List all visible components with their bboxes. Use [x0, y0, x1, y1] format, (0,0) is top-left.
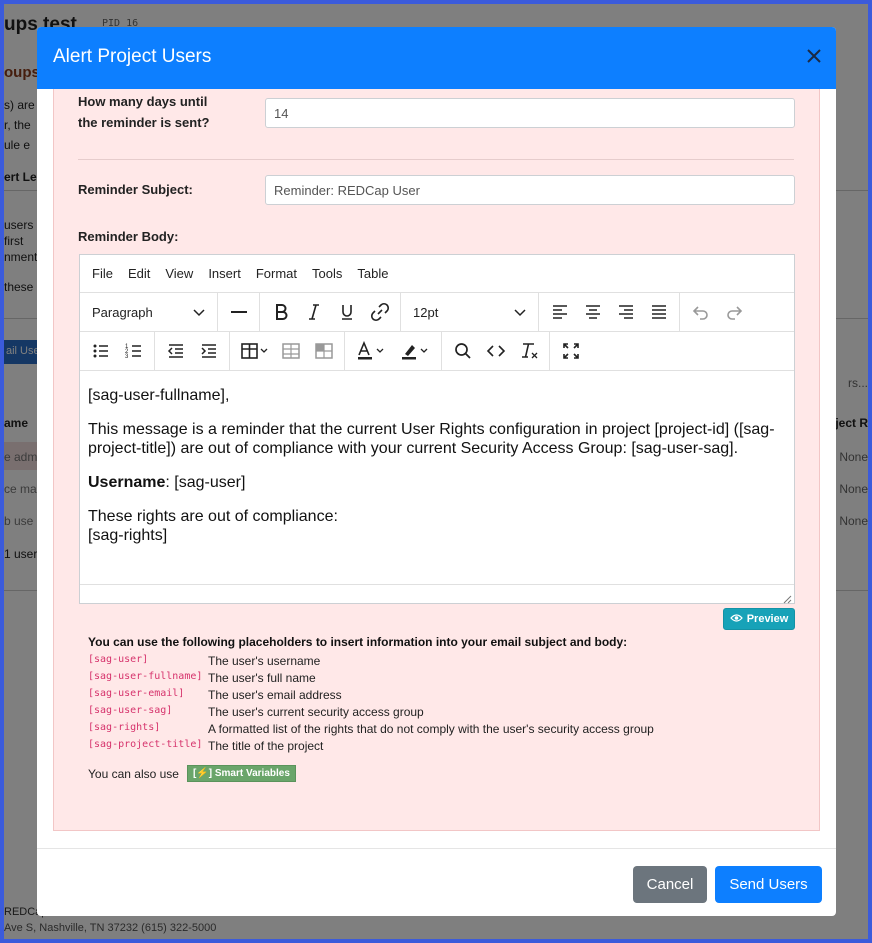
rights-line-2: [sag-rights]: [88, 527, 168, 544]
placeholder-code: [sag-project-title]: [88, 739, 203, 750]
code-icon[interactable]: [479, 336, 512, 366]
send-users-button[interactable]: Send Users: [715, 866, 822, 903]
placeholder-desc: The user's full name: [208, 671, 316, 685]
italic-icon[interactable]: [297, 297, 330, 327]
eye-icon: [730, 613, 743, 626]
placeholder-desc: The user's current security access group: [208, 705, 424, 719]
table-group: [230, 332, 345, 370]
indent-icon[interactable]: [192, 336, 225, 366]
preview-label: Preview: [746, 613, 789, 625]
resize-handle-icon[interactable]: [782, 591, 792, 601]
modal-header: [37, 27, 836, 89]
smart-variables-button[interactable]: [⚡] Smart Variables: [187, 765, 296, 782]
text-color-icon[interactable]: [349, 336, 393, 366]
placeholder-row: [88, 722, 654, 736]
redo-icon[interactable]: [717, 297, 750, 327]
list-group: [80, 332, 155, 370]
cancel-button[interactable]: Cancel: [633, 866, 707, 903]
placeholder-desc: A formatted list of the rights that do not comply with the user's security access group: [208, 722, 654, 736]
undo-icon[interactable]: [684, 297, 717, 327]
placeholder-code: [sag-user-fullname]: [88, 671, 203, 682]
font-size-dropdown[interactable]: [405, 297, 534, 327]
placeholder-code: [sag-user-sag]: [88, 705, 173, 716]
modal-footer: [37, 848, 836, 916]
editor-content[interactable]: [80, 372, 794, 585]
numbered-list-icon[interactable]: [117, 336, 150, 366]
bullet-list-icon[interactable]: [84, 336, 117, 366]
days-label: How many days until the reminder is sent?: [78, 94, 210, 130]
tools-group: [442, 332, 550, 370]
menu-table[interactable]: Table: [357, 266, 389, 281]
placeholder-row: [88, 705, 424, 719]
align-justify-icon[interactable]: [642, 297, 675, 327]
align-right-icon[interactable]: [609, 297, 642, 327]
svg-text:2: 2: [124, 349, 128, 355]
placeholder-row: [88, 739, 323, 753]
horizontal-line-icon[interactable]: [222, 297, 255, 327]
placeholder-row: [88, 671, 316, 685]
menu-tools[interactable]: Tools: [312, 266, 343, 281]
font-size-group: [401, 293, 539, 331]
bold-icon[interactable]: [264, 297, 297, 327]
fullscreen-icon[interactable]: [554, 336, 587, 366]
link-icon[interactable]: [363, 297, 396, 327]
username-value: : [sag-user]: [165, 474, 246, 491]
subject-input[interactable]: [265, 175, 795, 205]
history-group: [680, 293, 754, 331]
style-group: [260, 293, 401, 331]
editor-toolbar-2: [80, 332, 794, 371]
block-format-value: Paragraph: [92, 304, 153, 320]
indent-group: [155, 332, 230, 370]
placeholder-desc: The user's email address: [208, 688, 342, 702]
placeholder-row: [88, 654, 320, 668]
body-line-username: [88, 473, 786, 492]
table-row-icon[interactable]: [274, 336, 307, 366]
block-format-group: [80, 293, 218, 331]
also-text: You can also use: [88, 766, 179, 781]
table-icon[interactable]: [234, 336, 274, 366]
align-group: [539, 293, 680, 331]
days-input[interactable]: [265, 98, 795, 128]
highlight-color-icon[interactable]: [393, 336, 437, 366]
align-center-icon[interactable]: [576, 297, 609, 327]
modal-title: Alert Project Users: [53, 46, 212, 67]
placeholder-desc: The user's username: [208, 654, 321, 668]
body-line-message: This message is a reminder that the current User Rights configuration in project [project-id] ([sag-project-title]) are out of compliance with your current Security Access Group: [sag-user-sag].: [88, 421, 775, 457]
chevron-down-icon: [193, 305, 205, 320]
divider: [78, 159, 794, 160]
placeholder-row: [88, 688, 342, 702]
body-line-greeting: [sag-user-fullname],: [88, 387, 230, 404]
menu-view[interactable]: View: [165, 266, 194, 281]
align-left-icon[interactable]: [543, 297, 576, 327]
search-icon[interactable]: [446, 336, 479, 366]
alert-project-users-modal: [37, 27, 836, 916]
editor-toolbar-1: [80, 293, 794, 332]
browser-frame: [4, 4, 868, 939]
subject-label: Reminder Subject:: [78, 182, 193, 197]
editor-statusbar: [80, 584, 794, 603]
username-label: Username: [88, 474, 166, 491]
underline-icon[interactable]: [330, 297, 363, 327]
placeholder-code: [sag-user]: [88, 654, 149, 665]
menu-file[interactable]: File: [92, 266, 113, 281]
preview-button[interactable]: [723, 608, 795, 630]
svg-text:1: 1: [124, 344, 128, 350]
menu-edit[interactable]: Edit: [127, 266, 151, 281]
outdent-icon[interactable]: [159, 336, 192, 366]
body-line-rights: [88, 507, 786, 545]
menu-insert[interactable]: Insert: [208, 266, 241, 281]
rights-line-1: These rights are out of compliance:: [88, 508, 338, 525]
svg-text:3: 3: [124, 354, 128, 360]
placeholder-desc: The title of the project: [208, 739, 324, 753]
close-icon[interactable]: [806, 46, 822, 68]
placeholder-code: [sag-user-email]: [88, 688, 185, 699]
fullscreen-group: [550, 332, 591, 370]
color-group: [345, 332, 442, 370]
menu-format[interactable]: Format: [255, 266, 297, 281]
modal-body: [53, 89, 820, 831]
smart-variables-row: [88, 765, 296, 782]
font-size-value: 12pt: [413, 304, 439, 320]
chevron-down-icon: [514, 305, 526, 320]
rich-text-editor: [79, 254, 795, 604]
clear-format-icon[interactable]: [512, 336, 545, 366]
body-label: Reminder Body:: [78, 229, 179, 244]
placeholders-heading: You can use the following placeholders to insert information into your email subject and body:: [88, 635, 628, 649]
table-cell-icon[interactable]: [307, 336, 340, 366]
placeholder-code: [sag-rights]: [88, 722, 161, 733]
editor-menubar: [80, 255, 794, 293]
block-format-dropdown[interactable]: [84, 297, 213, 327]
hr-group: [218, 293, 260, 331]
